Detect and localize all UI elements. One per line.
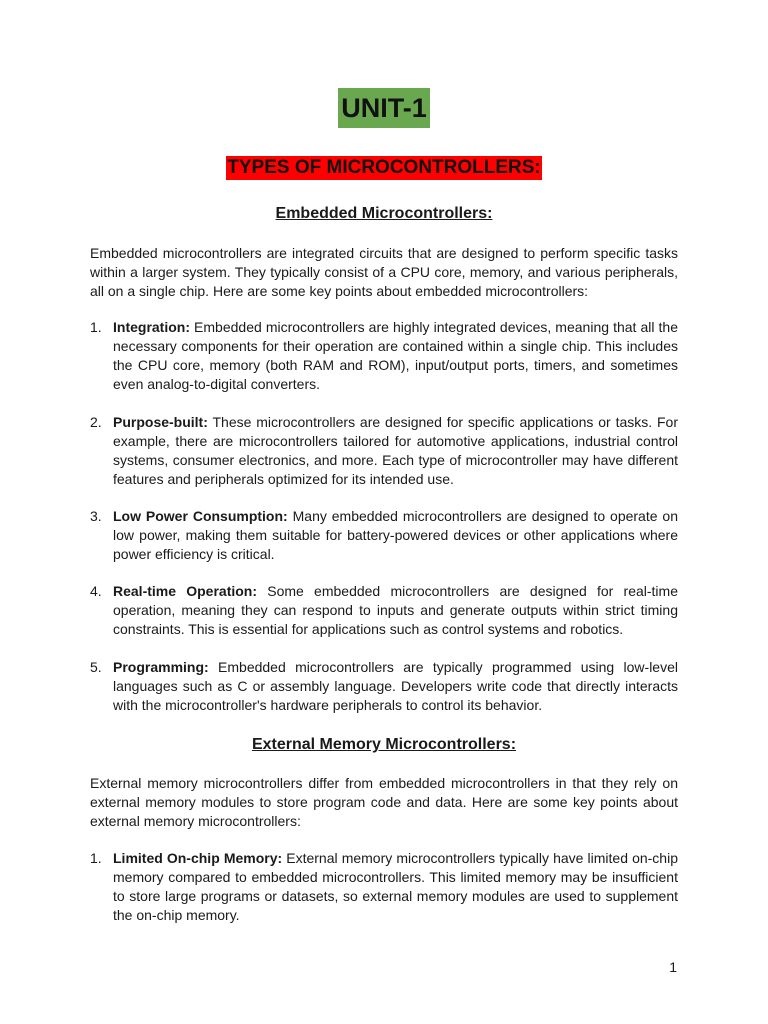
list-text: Some embedded microcontrollers are designed for real-time operation, meaning they can respond to inputs and generate outputs within strict timing constraints. This is essential for applications such as control systems and robotics. [113,583,678,637]
section-title-text: TYPES OF MICROCONTROLLERS: [227,157,541,178]
section-title [0,156,768,180]
list-term: Programming: [113,659,209,675]
list-number: 4. [90,583,102,599]
list-term: Integration: [113,319,190,335]
list-term: Low Power Consumption: [113,508,288,524]
list-text: Many embedded microcontrollers are designed to operate on low power, making them suitable for battery-powered devices or other applications where power efficiency is critical. [113,508,678,562]
embedded-list-item [90,318,678,394]
list-term: Purpose-built: [113,414,208,430]
external-heading: External Memory Microcontrollers: [251,736,517,753]
embedded-list-item [90,413,678,489]
list-term: Real-time Operation: [113,583,258,599]
embedded-list-item [90,658,678,715]
list-term: Limited On-chip Memory: [113,850,283,866]
external-list-item [90,849,678,925]
list-text: Embedded microcontrollers are highly integrated devices, meaning that all the necessary components for their operation are contained within a single chip. This includes the CPU core, memory (both RAM and ROM), input/output ports, timers, and sometimes even analog-to-digital converters. [113,319,678,392]
embedded-list-item [90,582,678,639]
list-text: These microcontrollers are designed for specific applications or tasks. For example, there are microcontrollers tailored for automotive applications, industrial control systems, consumer electronics, and more. Each type of microcontroller may have different features and peripherals optimized for its intended use. [113,414,678,487]
page-number: 1 [669,959,677,975]
list-number: 1. [90,850,102,866]
embedded-intro: Embedded microcontrollers are integrated circuits that are designed to perform specific tasks within a larger system. They typically consist of a CPU core, memory, and various peripherals, all on a single chip. Here are some key points about embedded microcontrollers: [90,245,678,299]
unit-title-text: UNIT-1 [338,88,430,128]
list-number: 1. [90,319,102,335]
unit-title [0,88,768,128]
list-number: 5. [90,659,102,675]
list-number: 2. [90,414,102,430]
embedded-heading: Embedded Microcontrollers: [275,205,493,222]
list-text: Embedded microcontrollers are typically programmed using low-level languages such as C or assembly language. Developers write code that directly interacts with the microcontroller's hardware peripherals to control its behavior. [113,659,678,713]
list-text: External memory microcontrollers typically have limited on-chip memory compared to embedded microcontrollers. This limited memory may be insufficient to store large programs or datasets, so external memory modules are used to supplement the on-chip memory. [113,850,678,923]
external-intro: External memory microcontrollers differ from embedded microcontrollers in that they rely on external memory modules to store program code and data. Here are some key points about external memory microcontrollers: [90,775,678,829]
embedded-list-item [90,507,678,564]
list-number: 3. [90,508,102,524]
